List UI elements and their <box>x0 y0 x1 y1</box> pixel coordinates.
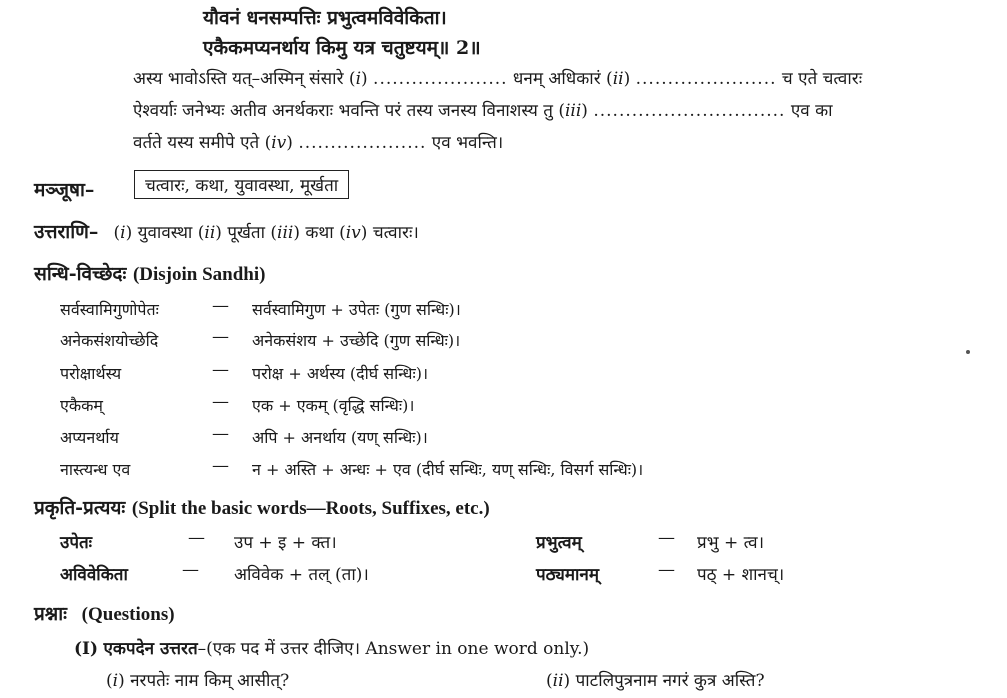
paragraph-line-3 <box>133 130 503 153</box>
dash: — <box>182 560 199 580</box>
sandhi-split: एक + एकम् (वृद्धि सन्धिः)। <box>252 396 415 415</box>
question-2: (ii) पाटलिपुत्रनाम नगरं कुत्र अस्ति? <box>546 671 765 691</box>
question-1: (i) नरपतेः नाम किम् आसीत्? <box>106 671 290 691</box>
heading-english: (Disjoin Sandhi) <box>132 264 266 285</box>
text-segment: अस्य भावोऽस्ति यत्–अस्मिन् संसारे ( <box>133 69 356 89</box>
text-segment: ) <box>623 69 636 89</box>
blank-number: i <box>355 69 361 89</box>
prakriti-split: अविवेक + तल् (ता)। <box>234 565 369 585</box>
dash: — <box>212 456 229 476</box>
answers-label: उत्तराणि– <box>34 221 99 243</box>
verse-line-1: यौवनं धनसम्पत्तिः प्रभुत्वमविवेकिता। <box>203 7 447 29</box>
dash: — <box>212 424 229 444</box>
dash: — <box>212 360 229 380</box>
heading-hindi: सन्धि-विच्छेदः <box>34 263 127 285</box>
sandhi-word: परोक्षार्थस्य <box>60 364 122 383</box>
sandhi-word: नास्त्यन्ध एव <box>60 460 131 479</box>
text-segment: ) <box>286 133 299 153</box>
verse-line-2: एकैकमप्यनर्थाय किमु यत्र चतुष्टयम्॥ 2॥ <box>203 37 481 59</box>
dash: — <box>212 392 229 412</box>
answer-number: iv <box>345 223 361 243</box>
answer-item: युवावस्था <box>137 223 193 243</box>
answer-item: पूर्खता <box>227 223 265 243</box>
prakriti-word: अविवेकिता <box>60 565 128 585</box>
sandhi-split: अपि + अनर्थाय (यण् सन्धिः)। <box>252 428 428 447</box>
blank: ..................... <box>373 69 508 89</box>
question-number: ii <box>552 671 564 691</box>
instruction-text: –(एक पद में उत्तर दीजिए। Answer in one word only.) <box>197 639 590 659</box>
answer-item: चत्वारः। <box>372 223 419 243</box>
prakriti-word: प्रभुत्वम् <box>536 533 582 553</box>
sandhi-split: अनेकसंशय + उच्छेदि (गुण सन्धिः)। <box>252 331 461 350</box>
text-segment: धनम् अधिकारं ( <box>507 69 613 89</box>
heading-hindi: प्रकृति-प्रत्ययः <box>34 497 126 519</box>
blank-number: iii <box>564 101 582 121</box>
sandhi-word: अप्यनर्थाय <box>60 428 119 447</box>
paragraph-line-2 <box>133 98 833 121</box>
blank-number: ii <box>612 69 624 89</box>
manjusha-box <box>134 170 349 199</box>
blank: ...................... <box>635 69 777 89</box>
answers-row <box>34 218 419 244</box>
dash: — <box>212 296 229 316</box>
questions-instruction <box>74 636 589 659</box>
answer-number: iii <box>277 223 294 243</box>
question-number: i <box>112 671 119 691</box>
sandhi-split: सर्वस्वामिगुण + उपेतः (गुण सन्धिः)। <box>252 300 461 319</box>
text-segment: ) <box>361 69 374 89</box>
text-segment: ) <box>581 101 594 121</box>
text-segment: च एते चत्वारः <box>776 69 863 89</box>
sandhi-split: न + अस्ति + अन्धः + एव (दीर्घ सन्धिः, यण् सन्धिः, विसर्ग सन्धिः)। <box>252 460 644 479</box>
sandhi-split: परोक्ष + अर्थस्य (दीर्घ सन्धिः)। <box>252 364 429 383</box>
heading-english: (Split the basic words—Roots, Suffixes, etc.) <box>131 498 490 519</box>
question-text: पाटलिपुत्रनाम नगरं कुत्र अस्ति? <box>575 671 765 691</box>
text-segment: ऐश्वर्याः जनेभ्यः अतीव अनर्थकराः भवन्ति परं तस्य जनस्य विनाशस्य तु ( <box>133 101 565 121</box>
dash: — <box>212 327 229 347</box>
sandhi-heading <box>34 260 265 286</box>
sandhi-word: अनेकसंशयोच्छेदि <box>60 331 159 350</box>
prakriti-split: उप + इ + क्त। <box>234 533 337 553</box>
dash: — <box>658 560 675 580</box>
dash: — <box>658 528 675 548</box>
prakriti-split: प्रभु + त्व। <box>697 533 765 553</box>
text-segment: वर्तते यस्य समीपे एते ( <box>133 133 272 153</box>
prakriti-split: पठ् + शानच्। <box>697 565 785 585</box>
text-segment: एव का <box>785 101 833 121</box>
prakriti-word: उपेतः <box>60 533 93 553</box>
manjusha-label: मञ्जूषा– <box>34 179 95 201</box>
answer-item: कथा <box>305 223 334 243</box>
question-text: नरपतेः नाम किम् आसीत्? <box>130 671 290 691</box>
print-speck <box>966 350 970 354</box>
paragraph-line-1 <box>133 66 862 89</box>
heading-hindi: प्रश्नाः <box>34 603 68 625</box>
blank: .................... <box>298 133 427 153</box>
answers-list: (i) युवावस्था (ii) पूर्खता (iii) कथा (iv) चत्वारः। <box>113 223 419 243</box>
questions-heading <box>34 600 175 626</box>
blank: .............................. <box>593 101 786 121</box>
heading-english: (Questions) <box>81 604 175 625</box>
instruction-number: (I) <box>74 639 99 659</box>
answer-number: i <box>120 223 126 243</box>
blank-number: iv <box>271 133 287 153</box>
sandhi-word: सर्वस्वामिगुणोपेतः <box>60 300 159 319</box>
text-segment: एव भवन्ति। <box>426 133 504 153</box>
answer-number: ii <box>204 223 216 243</box>
sandhi-word: एकैकम् <box>60 396 103 415</box>
instruction-bold: एकपदेन उत्तरत <box>103 639 198 659</box>
manjusha-words: चत्वारः, कथा, युवावस्था, मूर्खता <box>145 176 339 196</box>
dash: — <box>188 528 205 548</box>
prakriti-word: पठ्यमानम् <box>536 565 600 585</box>
prakriti-heading <box>34 494 490 520</box>
